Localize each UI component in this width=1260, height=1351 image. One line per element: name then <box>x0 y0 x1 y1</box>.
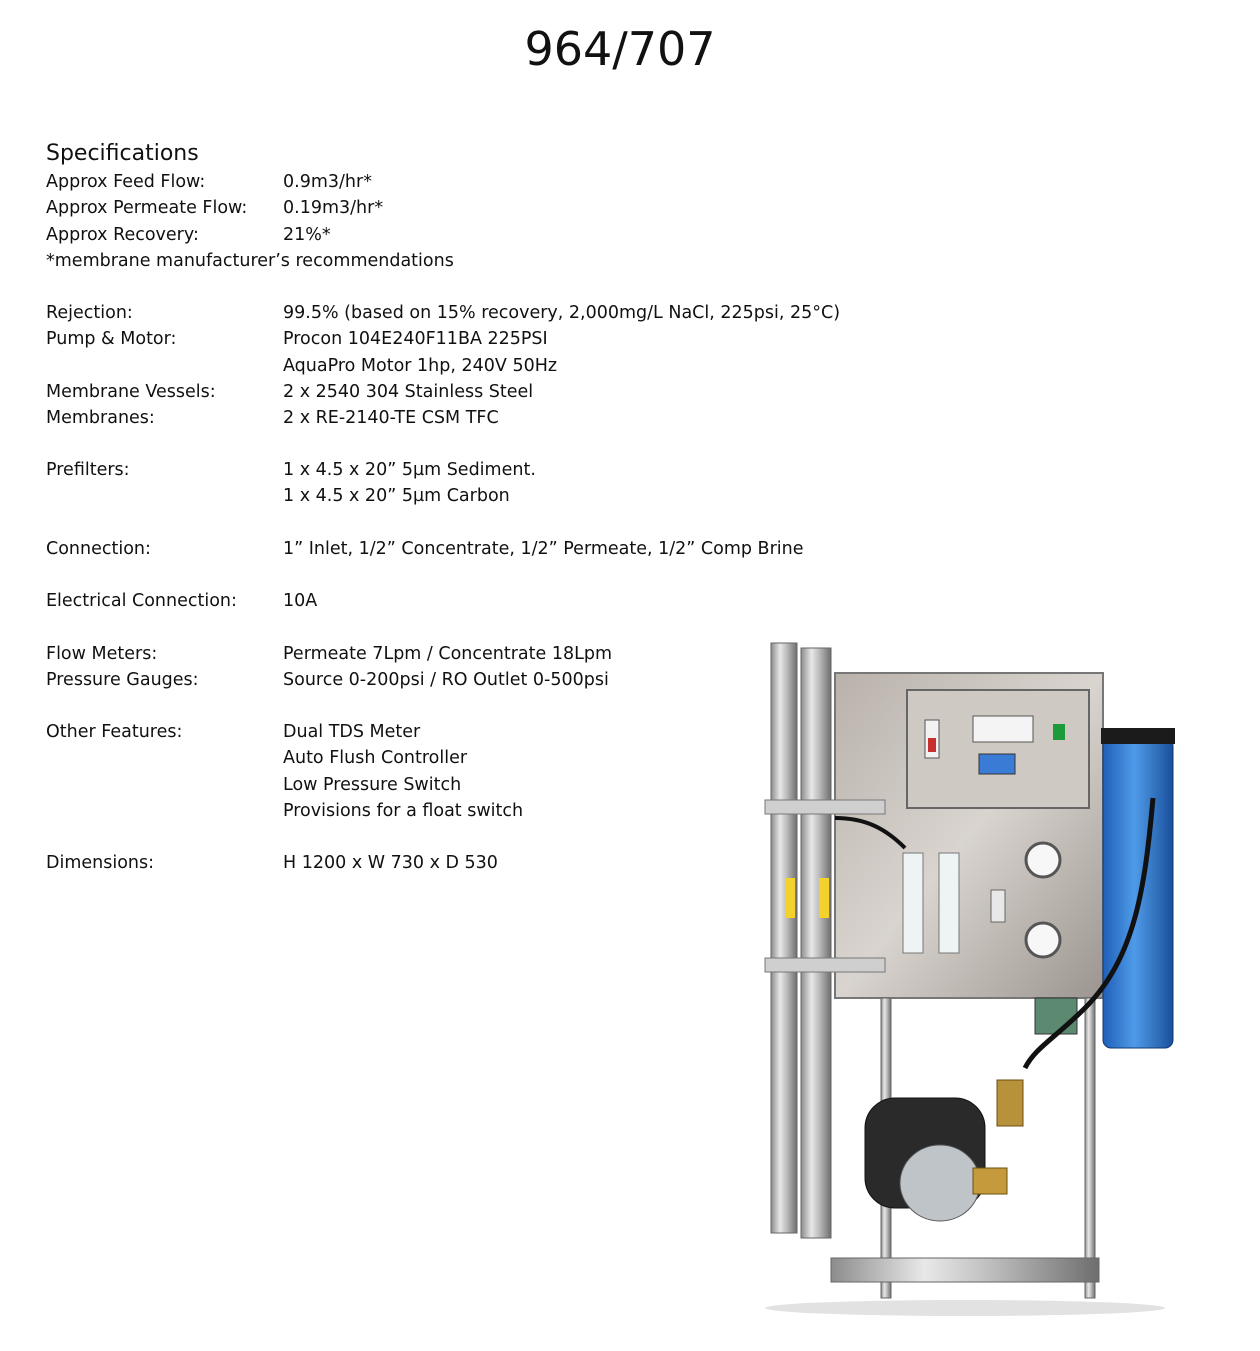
spec-label: Other Features: <box>46 722 183 742</box>
solenoid-valve <box>997 1080 1023 1126</box>
spec-value: 2 x RE-2140-TE CSM TFC <box>283 408 499 428</box>
pressure-switch <box>1035 998 1077 1034</box>
spec-label: Membranes: <box>46 408 155 428</box>
spec-label: Electrical Connection: <box>46 591 237 611</box>
spec-value: 99.5% (based on 15% recovery, 2,000mg/L NaCl, 225psi, 25°C) <box>283 303 841 323</box>
spec-label: Pressure Gauges: <box>46 670 199 690</box>
footnote: *membrane manufacturer’s recommendations <box>46 251 454 271</box>
pressure-gauge-source <box>1026 843 1060 877</box>
spec-value: 1” Inlet, 1/2” Concentrate, 1/2” Permeate, 1/2” Comp Brine <box>283 539 804 559</box>
spec-value: Dual TDS Meter <box>283 722 421 742</box>
spec-value: 21%* <box>283 225 331 245</box>
pump-head <box>973 1168 1007 1194</box>
controller-display <box>973 716 1033 742</box>
flow-meter-concentrate <box>939 853 959 953</box>
arrow-label-left <box>785 878 795 918</box>
specifications-heading: Specifications <box>46 141 199 166</box>
spec-label: Flow Meters: <box>46 644 158 664</box>
spec-value: AquaPro Motor 1hp, 240V 50Hz <box>283 356 558 376</box>
vessel-clamp-top <box>765 800 885 814</box>
spec-value: 0.9m3/hr* <box>283 172 372 192</box>
motor-face <box>900 1145 980 1221</box>
base-plate <box>831 1258 1099 1282</box>
spec-label: Membrane Vessels: <box>46 382 216 402</box>
spec-value: Low Pressure Switch <box>283 775 462 795</box>
prefilter-head <box>1101 728 1175 744</box>
tds-probe <box>991 890 1005 922</box>
spec-label: Pump & Motor: <box>46 329 177 349</box>
spec-label: Approx Feed Flow: <box>46 172 206 192</box>
spec-value: 10A <box>283 591 318 611</box>
spec-label: Connection: <box>46 539 151 559</box>
vessel-clamp-bottom <box>765 958 885 972</box>
spec-label: Approx Permeate Flow: <box>46 198 248 218</box>
green-indicator <box>1053 724 1065 740</box>
spec-value: Source 0-200psi / RO Outlet 0-500psi <box>283 670 609 690</box>
spec-label: Approx Recovery: <box>46 225 199 245</box>
spec-label: Rejection: <box>46 303 133 323</box>
spec-value: Provisions for a float switch <box>283 801 524 821</box>
membrane-vessel-right <box>801 648 831 1238</box>
pressure-gauge-outlet <box>1026 923 1060 957</box>
spec-value: 2 x 2540 304 Stainless Steel <box>283 382 534 402</box>
switch-red-indicator <box>928 738 936 752</box>
spec-label: Prefilters: <box>46 460 130 480</box>
flow-meter-permeate <box>903 853 923 953</box>
spec-value: H 1200 x W 730 x D 530 <box>283 853 498 873</box>
frame-leg-right <box>1085 998 1095 1298</box>
spec-value: 1 x 4.5 x 20” 5µm Sediment. <box>283 460 536 480</box>
spec-value: 1 x 4.5 x 20” 5µm Carbon <box>283 486 510 506</box>
arrow-label-right <box>819 878 829 918</box>
floor-shadow <box>765 1300 1165 1316</box>
membrane-vessel-left <box>771 643 797 1233</box>
prefilter-housing <box>1103 738 1173 1048</box>
spec-value: Auto Flush Controller <box>283 748 468 768</box>
page-title: 964/707 <box>524 22 716 76</box>
spec-label: Dimensions: <box>46 853 155 873</box>
spec-value: 0.19m3/hr* <box>283 198 384 218</box>
tds-meter <box>979 754 1015 774</box>
spec-value: Permeate 7Lpm / Concentrate 18Lpm <box>283 644 613 664</box>
spec-value: Procon 104E240F11BA 225PSI <box>283 329 548 349</box>
product-photo <box>735 628 1185 1328</box>
